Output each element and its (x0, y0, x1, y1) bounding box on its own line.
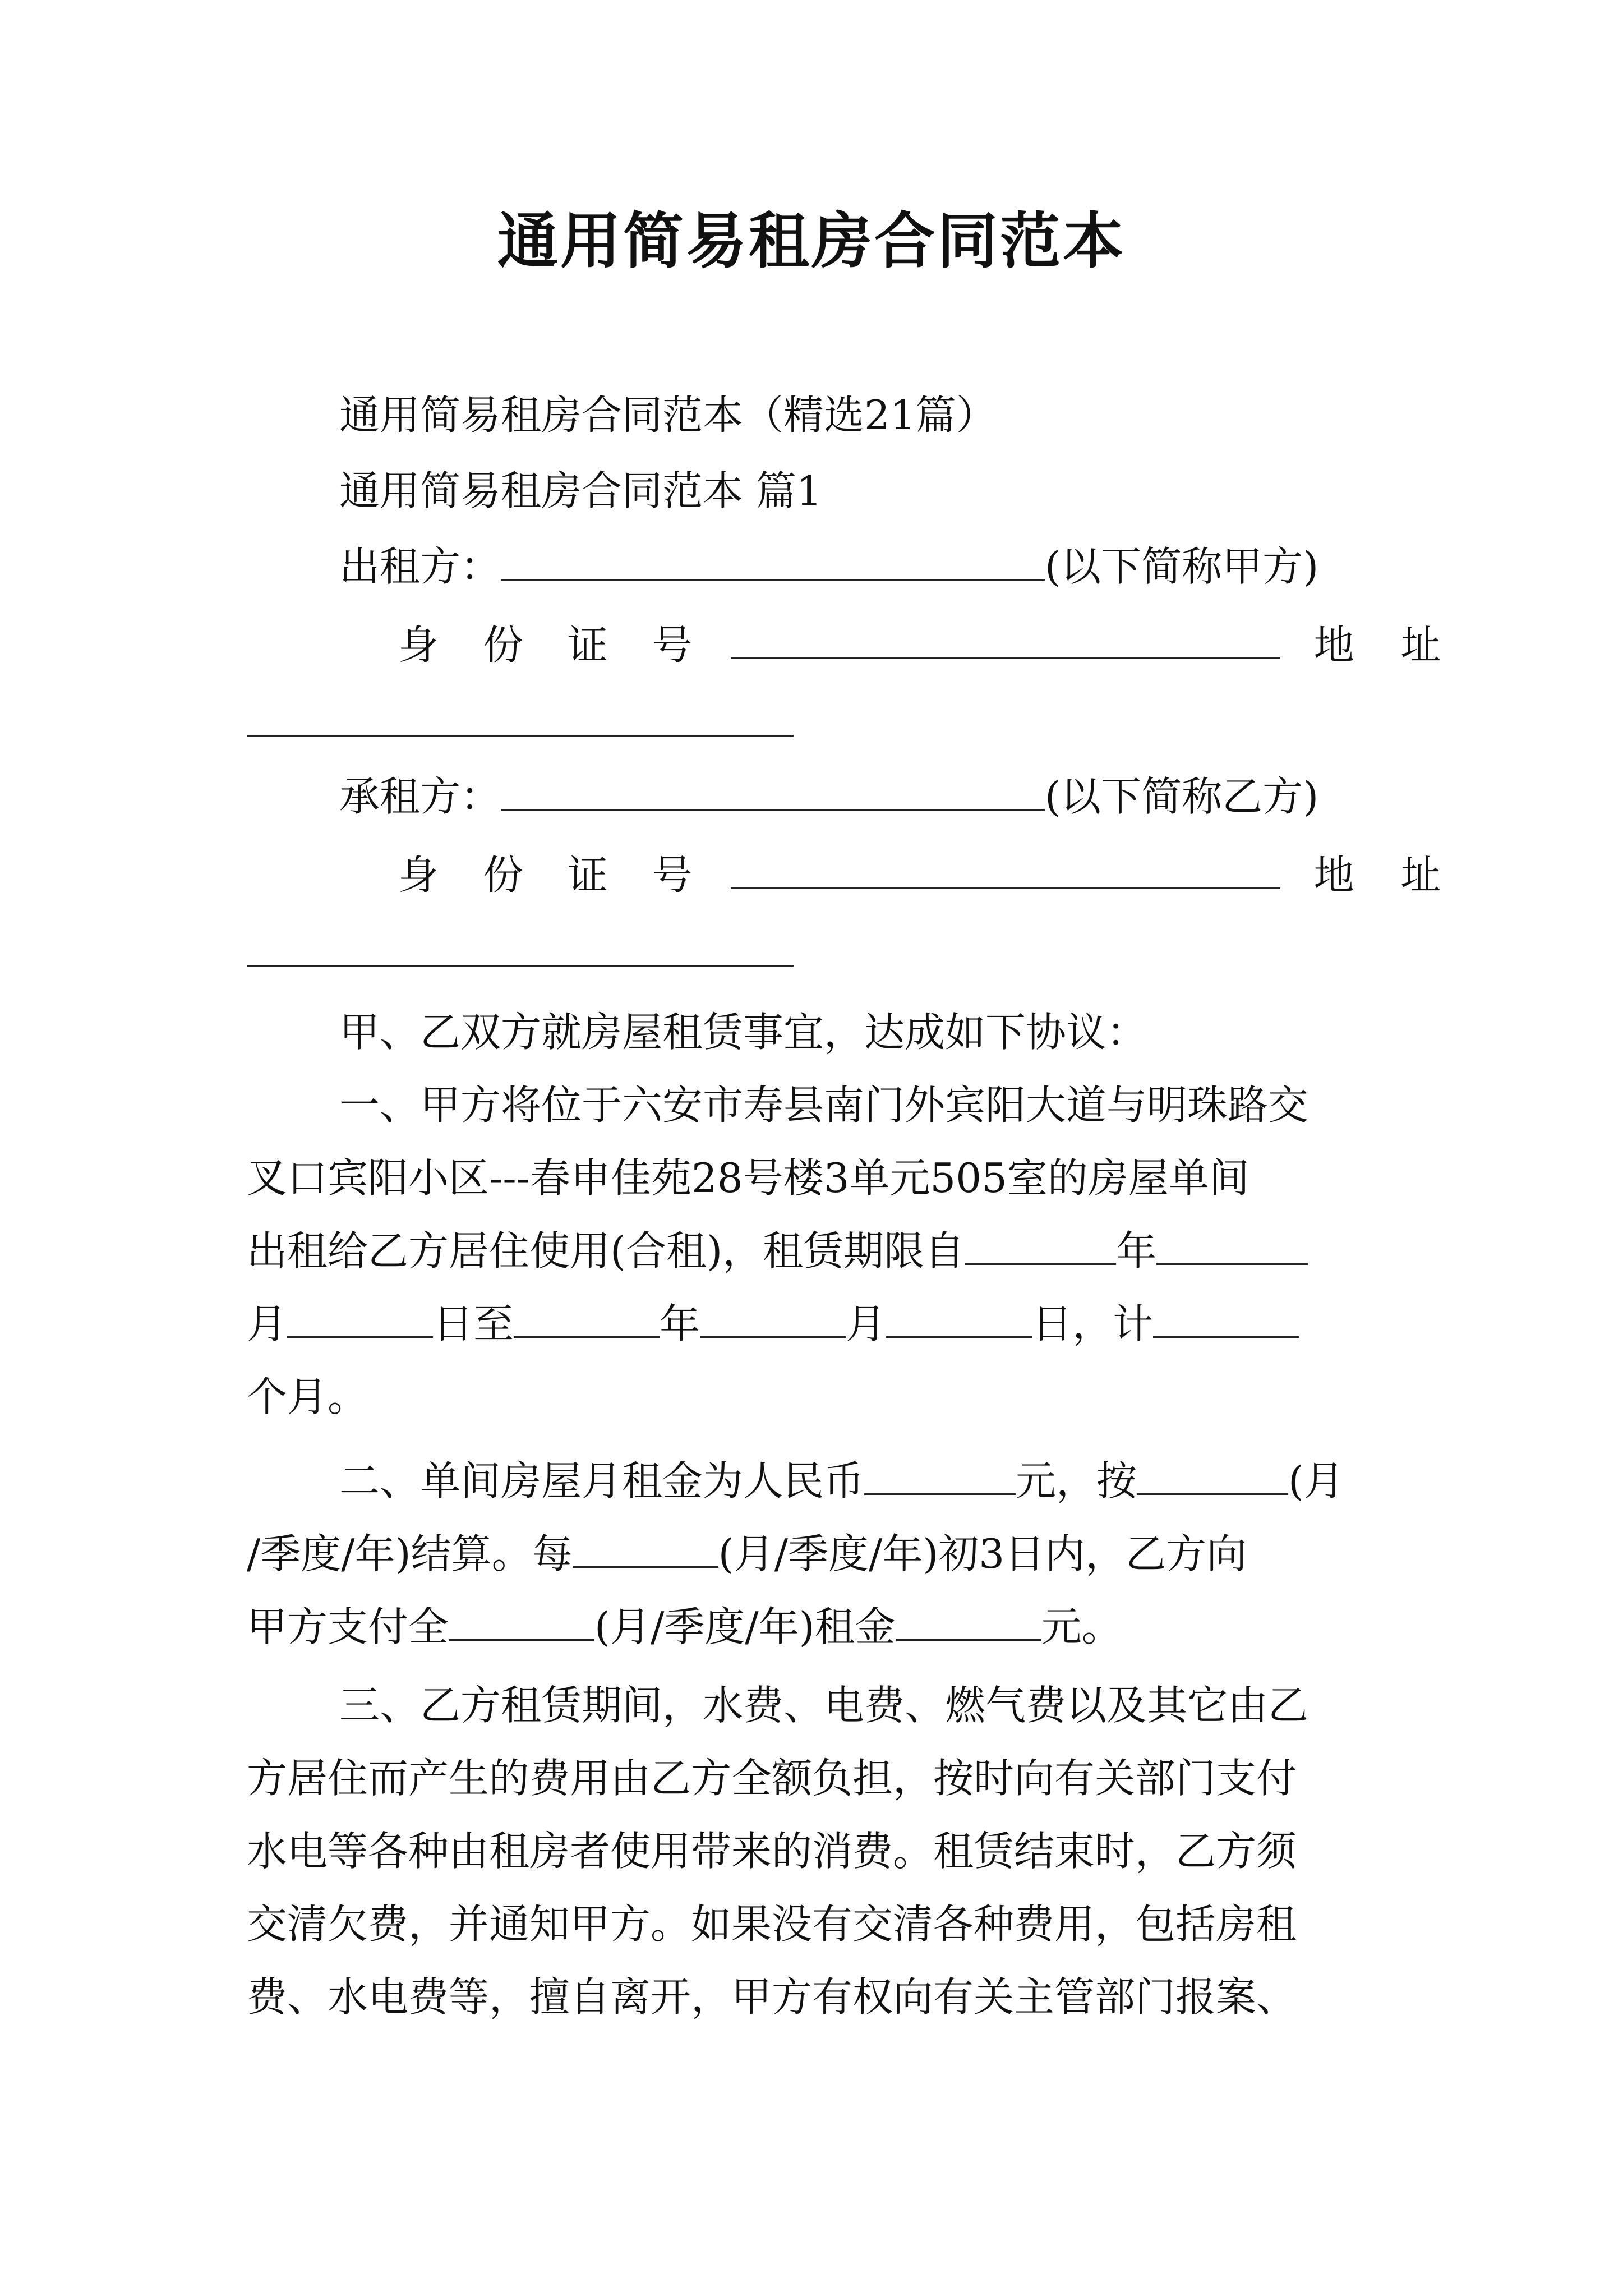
subtitle: 通用简易租房合同范本（精选21篇） (339, 392, 997, 439)
clause3-line4: 交清欠费，并通知甲方。如果没有交清各种费用，包括房租 (247, 1901, 1297, 1948)
total-months-blank[interactable] (1153, 1297, 1299, 1338)
yuan-text: 元。 (1041, 1603, 1122, 1650)
lessee-line (339, 769, 1483, 825)
rent-label-text: (月/季度/年)租金 (594, 1603, 896, 1650)
payment-period-blank[interactable] (573, 1527, 718, 1568)
lessor-id-label: 身 份 证 号 (398, 622, 708, 669)
lessor-name-blank[interactable] (501, 540, 1045, 581)
clause3-line3: 水电等各种由租房者使用带来的消费。租赁结束时，乙方须 (247, 1828, 1297, 1875)
lessee-suffix: (以下简称乙方) (1045, 773, 1319, 820)
pay-period-blank[interactable] (449, 1600, 594, 1641)
lessor-line (339, 539, 1483, 595)
clause3-line2: 方居住而产生的费用由乙方全额负担，按时向有关部门支付 (247, 1755, 1297, 1802)
lessee-name-blank[interactable] (501, 770, 1045, 811)
section-heading: 通用简易租房合同范本 篇1 (339, 467, 822, 514)
clause3-line1: 三、乙方租赁期间，水费、电费、燃气费以及其它由乙 (339, 1682, 1309, 1729)
settle-period-blank[interactable] (1137, 1454, 1288, 1495)
day-to-label: 日至 (433, 1300, 514, 1347)
lessee-label: 承租方： (339, 773, 501, 820)
end-year-blank[interactable] (514, 1297, 660, 1338)
rent-text: 二、单间房屋月租金为人民币 (339, 1457, 865, 1504)
end-month-label: 月 (846, 1300, 887, 1347)
start-day-blank[interactable] (287, 1297, 433, 1338)
clause1-line1: 一、甲方将位于六安市寿县南门外宾阳大道与明珠路交 (339, 1082, 1309, 1129)
clause1-text-start: 出租给乙方居住使用(合租)，租赁期限自 (247, 1227, 965, 1274)
clause1-line3 (247, 1223, 1391, 1279)
month-label: 月 (247, 1300, 288, 1347)
lessee-address-label: 地 址 (1313, 852, 1458, 899)
period-open-text: (月 (1288, 1457, 1345, 1504)
end-year-label: 年 (660, 1300, 700, 1347)
payment-due-text: (月/季度/年)初3日内，乙方向 (718, 1530, 1247, 1577)
lessor-label: 出租方： (339, 543, 501, 590)
lessee-id-line (398, 847, 1542, 903)
clause2-line3 (247, 1599, 1391, 1655)
pay-amount-blank[interactable] (896, 1600, 1041, 1641)
lessor-address-blank[interactable] (247, 735, 794, 737)
agreement-intro: 甲、乙双方就房屋租赁事宜，达成如下协议： (339, 1009, 1147, 1056)
rent-by-text: 元，按 (1016, 1457, 1137, 1504)
lessee-id-blank[interactable] (731, 848, 1280, 889)
clause1-line5: 个月。 (247, 1373, 368, 1420)
lessee-address-blank[interactable] (247, 965, 794, 967)
clause3-line5: 费、水电费等，擅自离开，甲方有权向有关主管部门报案、 (247, 1973, 1297, 2021)
lessee-id-label: 身 份 证 号 (398, 852, 708, 899)
lessor-id-line (398, 617, 1542, 673)
lessor-id-blank[interactable] (731, 618, 1280, 659)
day-total-label: 日，计 (1032, 1300, 1154, 1347)
clause2-line2 (247, 1526, 1391, 1582)
start-year-blank[interactable] (965, 1224, 1116, 1265)
start-month-blank[interactable] (1156, 1224, 1308, 1265)
pay-full-text: 甲方支付全 (247, 1603, 449, 1650)
rent-amount-blank[interactable] (864, 1454, 1016, 1495)
end-month-blank[interactable] (700, 1297, 846, 1338)
clause1-line4 (247, 1296, 1391, 1352)
settle-text: /季度/年)结算。每 (247, 1530, 573, 1577)
year-label: 年 (1116, 1227, 1157, 1274)
end-day-blank[interactable] (886, 1297, 1032, 1338)
document-title: 通用简易租房合同范本 (497, 206, 1126, 277)
lessor-address-label: 地 址 (1313, 622, 1458, 669)
clause1-line2: 叉口宾阳小区---春申佳苑28号楼3单元505室的房屋单间 (247, 1154, 1249, 1202)
clause2-line1 (339, 1453, 1483, 1509)
lessor-suffix: (以下简称甲方) (1045, 543, 1319, 590)
